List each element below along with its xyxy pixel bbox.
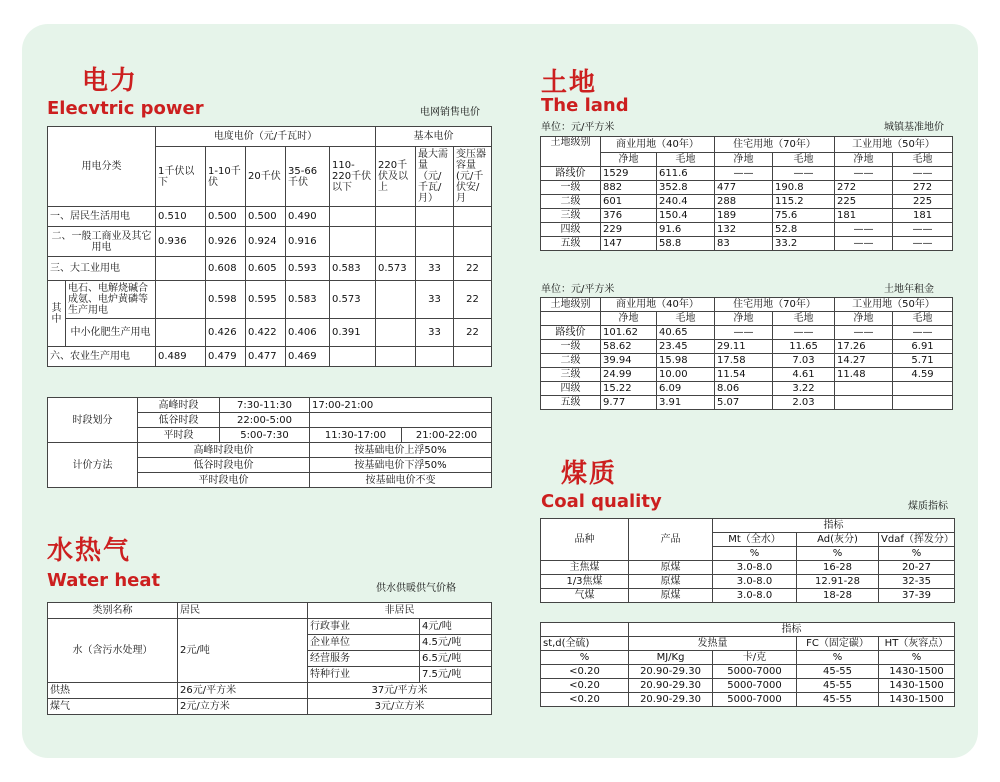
header-variety: 品种	[541, 519, 629, 561]
water-caption: 供水供暖供气价格	[376, 583, 456, 594]
coal-title-en: Coal quality	[541, 491, 662, 512]
table-row: 三级 376 150.4 189 75.6 181 181	[541, 209, 953, 223]
col-110-220kv: 110-220千伏以下	[330, 147, 376, 207]
land-title-en: The land	[541, 95, 629, 116]
header-residential-land: 住宅用地（70年）	[715, 298, 835, 312]
header-industrial: 工业用地（50年）	[835, 137, 953, 153]
coal-caption: 煤质指标	[908, 501, 948, 512]
land-table1-unit: 单位：元/平方米	[541, 122, 615, 133]
table-row: 一、居民生活用电 0.510 0.500 0.500 0.490	[48, 207, 492, 227]
col-220kv: 220千伏及以上	[376, 147, 416, 207]
table-row: 六、农业生产用电 0.489 0.479 0.477 0.469	[48, 347, 492, 367]
table-row: 一级 58.62 23.45 29.11 11.65 17.26 6.91	[541, 340, 953, 354]
land-base-price-table: 土地级别 商业用地（40年） 住宅用地（70年） 工业用地（50年） 净地 毛地 净地 毛地 净地 毛地 路线价 1529 611.6 —— —— —— —— 一级 882 352.8 477 190.8 272 272 二级 601 240.4 288 115.2 225 225 三级 376 150.4 189 75.6 181 181 四级 229 91.6 132 52.8 —— —— 五级 147 58.8 83 33.2 —— ——	[540, 136, 953, 251]
time-of-use-table	[47, 397, 492, 488]
header-index: 指标	[713, 519, 955, 533]
table-row: 1/3焦煤 原煤 3.0-8.0 12.91-28 32-35	[541, 575, 955, 589]
header-grade: 土地级别	[541, 137, 601, 167]
table-row: 水（含污水处理） 2元/吨 行政事业 4元/吨	[48, 619, 492, 635]
pricing-label: 计价方法	[48, 443, 138, 488]
col-35-66kv: 35-66千伏	[286, 147, 330, 207]
header-residential-land: 住宅用地（70年）	[715, 137, 835, 153]
table-row: 主焦煤 原煤 3.0-8.0 16-28 20-27	[541, 561, 955, 575]
header-commercial: 商业用地（40年）	[601, 298, 715, 312]
period-label: 时段划分	[48, 398, 138, 443]
col-1-10kv: 1-10千伏	[206, 147, 246, 207]
table-row: 其中 电石、电解烧碱合成氨、电炉黄磷等生产用电 0.598 0.595 0.583 0.573 33 22	[48, 281, 492, 319]
header-residential: 居民	[178, 603, 308, 619]
header-grade: 土地级别	[541, 298, 601, 312]
table-row: 路线价 1529 611.6 —— —— —— ——	[541, 167, 953, 181]
table-row: 平时段 5:00-7:30 11:30-17:00 21:00-22:00	[48, 428, 492, 443]
electric-title-en: Elecvtric power	[47, 98, 204, 119]
header-category: 用电分类	[48, 127, 156, 207]
table-row: 三级 24.99 10.00 11.54 4.61 11.48 4.59	[541, 368, 953, 382]
header-industrial: 工业用地（50年）	[835, 298, 953, 312]
table-row: 计价方法 高峰时段电价 按基础电价上浮50%	[48, 443, 492, 458]
electric-price-table	[47, 126, 492, 367]
qizhong-label: 其中	[48, 281, 66, 347]
table-row: 二级 39.94 15.98 17.58 7.03 14.27 5.71	[541, 354, 953, 368]
land-table2-caption: 土地年租金	[884, 284, 934, 295]
col-20kv: 20千伏	[246, 147, 286, 207]
table-row: 五级 9.77 3.91 5.07 2.03	[541, 396, 953, 410]
table-row: 平时段电价 按基础电价不变	[48, 473, 492, 488]
table-row: 低谷时段电价 按基础电价下浮50%	[48, 458, 492, 473]
table-row: 企业单位 4.5元/吨	[48, 635, 492, 651]
table-row: <0.20 20.90-29.30 5000-7000 45-55 1430-1500	[541, 693, 955, 707]
coal-heat-table: 指标 st,d(全硫) 发热量 FC（固定碳） HT（灰容点） % MJ/Kg 卡/克 % % <0.20 20.90-29.30 5000-7000 45-55 1430-1500 <0.20 20.90-29.30 5000-7000 45-55 1430-1500 <0.20 20.90-29.30 5000-7000 45-55 1430-1500	[540, 622, 955, 707]
header-energy-price: 电度电价（元/千瓦时）	[156, 127, 376, 147]
table-row: 三、大工业用电 0.608 0.605 0.593 0.583 0.573 33 22	[48, 257, 492, 281]
table-row: <0.20 20.90-29.30 5000-7000 45-55 1430-1500	[541, 679, 955, 693]
col-transformer: 变压器容量(元/千伏安/月	[454, 147, 492, 207]
table-row: 四级 229 91.6 132 52.8 —— ——	[541, 223, 953, 237]
electric-title-cn: 电力	[82, 66, 139, 96]
table-row: 特种行业 7.5元/吨	[48, 667, 492, 683]
table-row: 气煤 原煤 3.0-8.0 18-28 37-39	[541, 589, 955, 603]
table-row: <0.20 20.90-29.30 5000-7000 45-55 1430-1500	[541, 665, 955, 679]
header-index-2: 指标	[629, 623, 955, 637]
table-row: 路线价 101.62 40.65 —— —— —— ——	[541, 326, 953, 340]
table-row: 时段划分 高峰时段 7:30-11:30 17:00-21:00	[48, 398, 492, 413]
header-basic-price: 基本电价	[376, 127, 492, 147]
electric-caption: 电网销售电价	[420, 107, 480, 118]
water-title-cn: 水热气	[47, 536, 132, 566]
table-row: 中小化肥生产用电 0.426 0.422 0.406 0.391 33 22	[48, 319, 492, 347]
land-title-cn: 土地	[541, 68, 598, 98]
water-title-en: Water heat	[47, 570, 161, 591]
coal-title-cn: 煤质	[561, 459, 618, 489]
col-max-demand: 最大需量（元/千瓦/月）	[416, 147, 454, 207]
table-row: 一级 882 352.8 477 190.8 272 272	[541, 181, 953, 195]
land-annual-rent-table: 土地级别 商业用地（40年） 住宅用地（70年） 工业用地（50年） 净地 毛地 净地 毛地 净地 毛地 路线价 101.62 40.65 —— —— —— —— 一级 58.62 23.45 29.11 11.65 17.26 6.91 二级 39.94 15.98 17.58 7.03 14.27 5.71 三级 24.99 10.00 11.54 4.61 11.48 4.59 四级 15.22 6.09 8.06 3.22 五级 9.77 3.91 5.07 2.03	[540, 297, 953, 410]
table-row: 低谷时段 22:00-5:00	[48, 413, 492, 428]
water-heat-table	[47, 602, 492, 715]
land-table1-caption: 城镇基准地价	[884, 122, 944, 133]
header-product: 产品	[629, 519, 713, 561]
header-commercial: 商业用地（40年）	[601, 137, 715, 153]
table-row: 二级 601 240.4 288 115.2 225 225	[541, 195, 953, 209]
table-row: 供热 26元/平方米 37元/平方米	[48, 683, 492, 699]
table-row: 二、一般工商业及其它用电 0.936 0.926 0.924 0.916	[48, 227, 492, 257]
header-type: 类别名称	[48, 603, 178, 619]
land-table2-unit: 单位：元/平方米	[541, 284, 615, 295]
table-row: 四级 15.22 6.09 8.06 3.22	[541, 382, 953, 396]
table-row: 煤气 2元/立方米 3元/立方米	[48, 699, 492, 715]
header-nonresidential: 非居民	[308, 603, 492, 619]
coal-quality-table: 品种 产品 指标 Mt（全水） Ad(灰分) Vdaf（挥发分） % % % 主焦煤 原煤 3.0-8.0 16-28 20-27 1/3焦煤 原煤 3.0-8.0 12.91-28 32-35 气煤 原煤 3.0-8.0 18-28 37-39	[540, 518, 955, 603]
col-1kv: 1千伏以下	[156, 147, 206, 207]
table-row: 经营服务 6.5元/吨	[48, 651, 492, 667]
table-row: 五级 147 58.8 83 33.2 —— ——	[541, 237, 953, 251]
